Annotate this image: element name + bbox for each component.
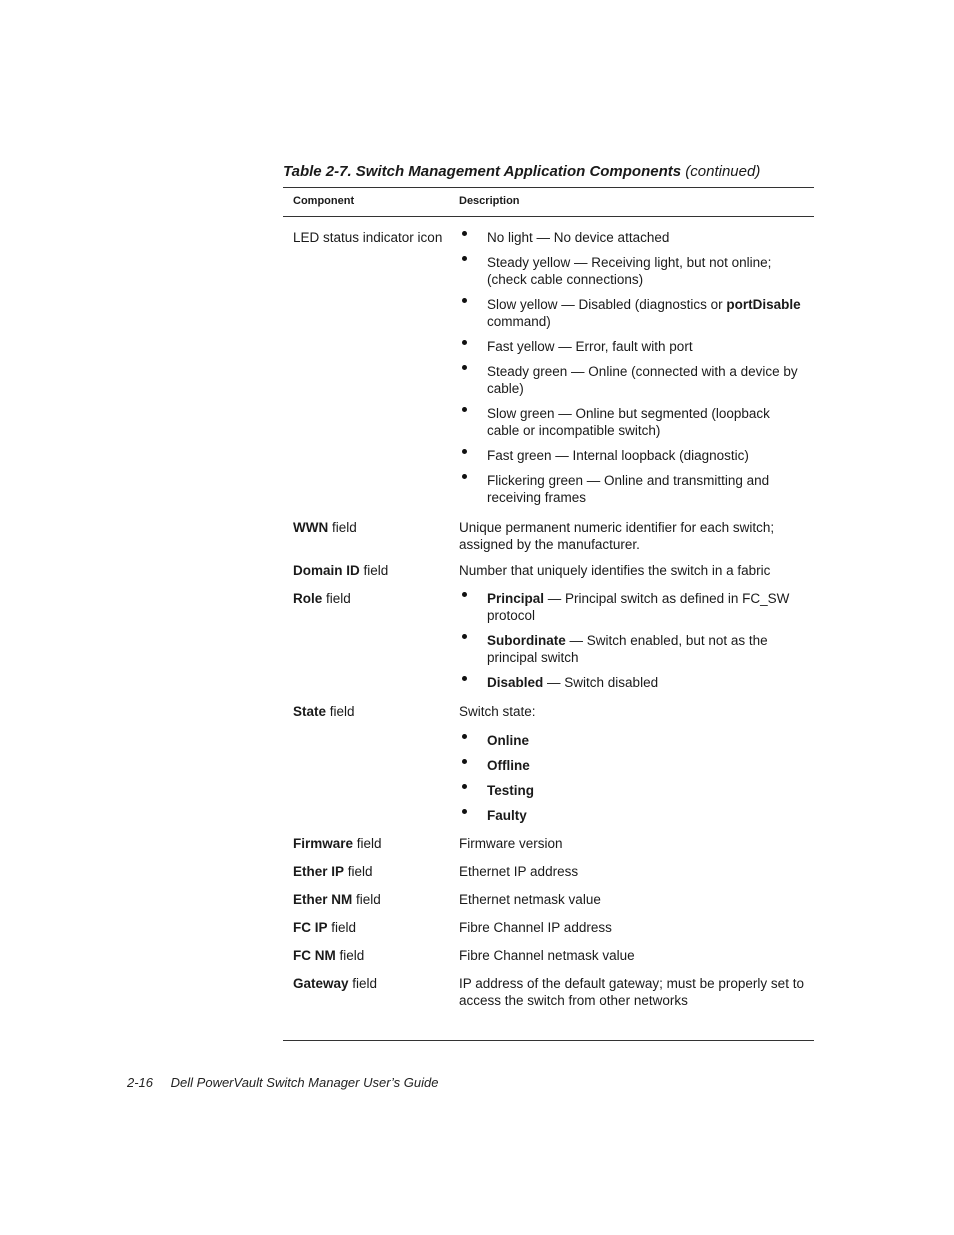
list-item [459, 674, 804, 691]
description-text: Fibre Channel IP address [459, 920, 612, 935]
component-name: WWN [293, 520, 329, 535]
component-suffix: field [335, 948, 365, 963]
bullet-text: Steady green — Online (connected with a device by cable) [487, 364, 798, 396]
component-cell [283, 975, 459, 1009]
bullet-text: — Principal switch as defined in FC_SW protocol [487, 591, 790, 623]
description-cell [459, 703, 804, 824]
bullet-term: Principal [487, 591, 545, 606]
page-footer [127, 1075, 438, 1090]
components-table [283, 187, 814, 1041]
table-caption [283, 163, 823, 180]
table-row [283, 835, 804, 852]
description-cell [459, 863, 804, 880]
bullet-text-after: command) [487, 314, 551, 329]
bullet-text: Fast green — Internal loopback (diagnostic) [487, 448, 749, 463]
description-text: Fibre Channel netmask value [459, 948, 635, 963]
bullet-list [459, 590, 804, 691]
list-item [459, 447, 804, 464]
component-suffix: field [327, 920, 357, 935]
bullet-text: — Switch enabled, but not as the principal switch [487, 633, 768, 665]
description-text: IP address of the default gateway; must be properly set to access the switch from other networks [459, 976, 804, 1008]
table-row [283, 703, 804, 824]
bullet-text: Flickering green — Online and transmitting and receiving frames [487, 473, 770, 505]
component-suffix: field [348, 976, 378, 991]
bullet-command: portDisable [726, 297, 801, 312]
component-cell [283, 863, 459, 880]
list-item [459, 405, 804, 439]
component-cell [283, 562, 459, 579]
table-row [283, 590, 804, 691]
bullet-list [459, 229, 804, 506]
description-cell [459, 835, 804, 852]
component-name: FC IP [293, 920, 328, 935]
list-item [459, 363, 804, 397]
list-item [459, 782, 804, 799]
description-cell [459, 590, 804, 691]
table-header [283, 188, 814, 217]
bullet-text: Steady yellow — Receiving light, but not online; (check cable connections) [487, 255, 772, 287]
component-suffix: field [353, 836, 382, 851]
description-text: Unique permanent numeric identifier for each switch; assigned by the manufacturer. [459, 520, 775, 552]
component-cell [283, 229, 459, 506]
component-suffix: field [326, 704, 355, 719]
bullet-text: Fast yellow — Error, fault with port [487, 339, 693, 354]
bullet-term: Testing [487, 783, 534, 798]
list-item [459, 590, 804, 624]
component-cell [283, 891, 459, 908]
component-cell [283, 519, 459, 553]
bullet-term: Subordinate [487, 633, 566, 648]
bullet-term: Online [487, 733, 530, 748]
list-item [459, 296, 804, 330]
description-cell [459, 947, 804, 964]
table-row [283, 863, 804, 880]
component-name: Domain ID [293, 563, 360, 578]
component-cell [283, 590, 459, 691]
table-title: Table 2-7. Switch Management Application Components [283, 163, 682, 180]
list-item [459, 632, 804, 666]
table-row [283, 947, 804, 964]
description-cell [459, 519, 804, 553]
component-name: Role [293, 591, 323, 606]
description-cell [459, 919, 804, 936]
guide-title: Dell PowerVault Switch Manager User’s Guide [170, 1075, 439, 1090]
description-text: Number that uniquely identifies the switch in a fabric [459, 563, 771, 578]
component-name: FC NM [293, 948, 336, 963]
component-suffix: field [344, 864, 373, 879]
list-item [459, 472, 804, 506]
table-row [283, 975, 804, 1009]
description-text: Firmware version [459, 836, 563, 851]
bullet-term: Disabled [487, 675, 544, 690]
header-description: Description [459, 195, 520, 207]
table-continued-note: (continued) [685, 163, 761, 180]
component-suffix: field [322, 591, 351, 606]
table-body [283, 217, 814, 1041]
description-cell [459, 891, 804, 908]
component-cell [283, 947, 459, 964]
table-row [283, 562, 804, 579]
component-name: State [293, 704, 327, 719]
component-suffix: field [359, 563, 389, 578]
table-row [283, 519, 804, 553]
bullet-text: Slow yellow — Disabled (diagnostics or [487, 297, 727, 312]
component-suffix: field [328, 520, 357, 535]
bullet-text: — Switch disabled [543, 675, 659, 690]
bullet-term: Offline [487, 758, 530, 773]
list-item [459, 757, 804, 774]
component-suffix: field [352, 892, 381, 907]
component-cell [283, 919, 459, 936]
list-item [459, 254, 804, 288]
component-cell [283, 835, 459, 852]
header-component: Component [293, 195, 355, 207]
list-item [459, 229, 804, 246]
table-row [283, 229, 804, 506]
component-name: Gateway [293, 976, 349, 991]
list-item [459, 807, 804, 824]
component-name: Ether IP [293, 864, 345, 879]
description-cell [459, 562, 804, 579]
description-text: Ethernet netmask value [459, 892, 601, 907]
component-name: Firmware [293, 836, 354, 851]
bullet-term: Faulty [487, 808, 527, 823]
component-name: Ether NM [293, 892, 353, 907]
bullet-list [459, 732, 804, 824]
bullet-text: Slow green — Online but segmented (loopback cable or incompatible switch) [487, 406, 770, 438]
component-suffix: LED status indicator icon [293, 230, 443, 245]
table-row [283, 891, 804, 908]
description-cell [459, 975, 804, 1009]
table-row [283, 919, 804, 936]
description-cell [459, 229, 804, 506]
bullet-text: No light — No device attached [487, 230, 670, 245]
description-text: Ethernet IP address [459, 864, 579, 879]
component-cell [283, 703, 459, 824]
page-number: 2-16 [127, 1075, 154, 1090]
list-item [459, 732, 804, 749]
description-text: Switch state: [459, 704, 536, 719]
list-item [459, 338, 804, 355]
